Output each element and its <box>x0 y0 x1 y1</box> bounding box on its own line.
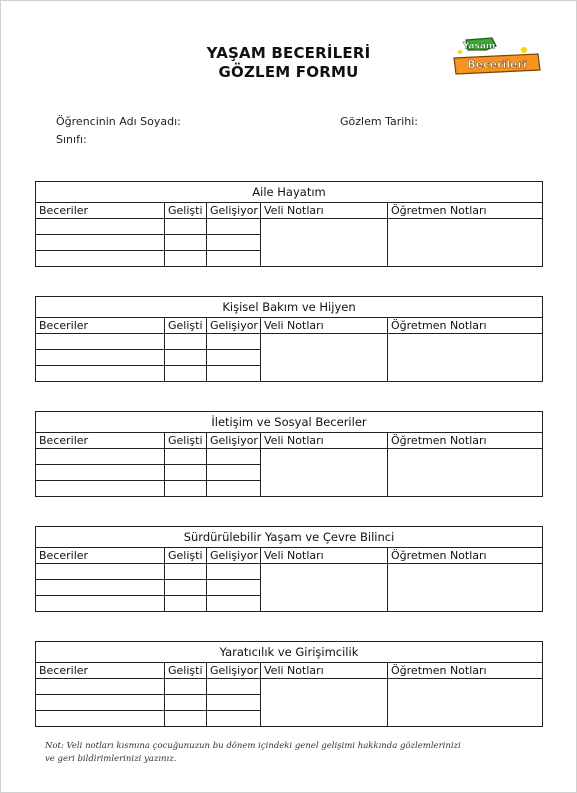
col-teacher-notes: Öğretmen Notları <box>388 203 543 219</box>
parent-notes-cell[interactable] <box>261 219 388 267</box>
section-title: Aile Hayatım <box>36 182 543 203</box>
skill-cell[interactable] <box>36 449 165 465</box>
developed-cell[interactable] <box>165 219 207 235</box>
parent-notes-cell[interactable] <box>261 334 388 382</box>
student-name-label: Öğrencinin Adı Soyadı: <box>56 115 181 128</box>
skills-table <box>35 181 543 267</box>
class-label: Sınıfı: <box>56 133 87 146</box>
title-line-1: YAŞAM BECERİLERİ <box>206 44 371 62</box>
section-title: Yaratıcılık ve Girişimcilik <box>36 642 543 663</box>
developing-cell[interactable] <box>207 251 261 267</box>
developing-cell[interactable] <box>207 711 261 727</box>
logo-text-top: Yaşam <box>462 41 496 52</box>
skill-cell[interactable] <box>36 695 165 711</box>
col-teacher-notes: Öğretmen Notları <box>388 433 543 449</box>
developed-cell[interactable] <box>165 235 207 251</box>
col-developed: Gelişti <box>165 203 207 219</box>
skill-cell[interactable] <box>36 596 165 612</box>
developing-cell[interactable] <box>207 580 261 596</box>
developed-cell[interactable] <box>165 564 207 580</box>
developed-cell[interactable] <box>165 580 207 596</box>
developed-cell[interactable] <box>165 465 207 481</box>
skills-table <box>35 526 543 612</box>
col-parent-notes: Veli Notları <box>261 663 388 679</box>
col-developed: Gelişti <box>165 548 207 564</box>
col-developing: Gelişiyor <box>207 433 261 449</box>
skill-cell[interactable] <box>36 251 165 267</box>
teacher-notes-cell[interactable] <box>388 334 543 382</box>
skill-cell[interactable] <box>36 481 165 497</box>
developing-cell[interactable] <box>207 481 261 497</box>
section-title: İletişim ve Sosyal Beceriler <box>36 412 543 433</box>
col-teacher-notes: Öğretmen Notları <box>388 663 543 679</box>
col-teacher-notes: Öğretmen Notları <box>388 318 543 334</box>
developed-cell[interactable] <box>165 711 207 727</box>
skill-cell[interactable] <box>36 350 165 366</box>
developing-cell[interactable] <box>207 695 261 711</box>
col-parent-notes: Veli Notları <box>261 203 388 219</box>
col-skills: Beceriler <box>36 318 165 334</box>
developing-cell[interactable] <box>207 449 261 465</box>
col-skills: Beceriler <box>36 548 165 564</box>
col-developed: Gelişti <box>165 318 207 334</box>
developed-cell[interactable] <box>165 334 207 350</box>
developed-cell[interactable] <box>165 350 207 366</box>
teacher-notes-cell[interactable] <box>388 679 543 727</box>
parent-notes-cell[interactable] <box>261 564 388 612</box>
footer-note: Not: Veli notları kısmına çocuğunuzun bu dönem içindeki genel gelişimi hakkında gözlemlerinizi ve geri bildirimlerinizi yazınız. <box>45 741 461 764</box>
section-family-life <box>35 181 542 267</box>
developing-cell[interactable] <box>207 596 261 612</box>
skill-cell[interactable] <box>36 219 165 235</box>
col-parent-notes: Veli Notları <box>261 318 388 334</box>
parent-notes-cell[interactable] <box>261 449 388 497</box>
developing-cell[interactable] <box>207 564 261 580</box>
section-title: Kişisel Bakım ve Hijyen <box>36 297 543 318</box>
parent-notes-cell[interactable] <box>261 679 388 727</box>
col-developing: Gelişiyor <box>207 663 261 679</box>
section-personal-care <box>35 296 542 382</box>
logo-text-bottom: Becerileri <box>467 58 527 71</box>
skills-table <box>35 641 543 727</box>
section-communication <box>35 411 542 497</box>
section-sustainable-living <box>35 526 542 612</box>
developing-cell[interactable] <box>207 465 261 481</box>
skill-cell[interactable] <box>36 235 165 251</box>
skills-table <box>35 296 543 382</box>
skill-cell[interactable] <box>36 711 165 727</box>
skills-table <box>35 411 543 497</box>
col-developed: Gelişti <box>165 663 207 679</box>
developing-cell[interactable] <box>207 679 261 695</box>
skill-cell[interactable] <box>36 580 165 596</box>
section-title: Sürdürülebilir Yaşam ve Çevre Bilinci <box>36 527 543 548</box>
developed-cell[interactable] <box>165 366 207 382</box>
col-parent-notes: Veli Notları <box>261 548 388 564</box>
developed-cell[interactable] <box>165 596 207 612</box>
developed-cell[interactable] <box>165 481 207 497</box>
yasam-becerileri-logo <box>452 36 542 78</box>
developing-cell[interactable] <box>207 219 261 235</box>
title-line-2: GÖZLEM FORMU <box>218 63 359 81</box>
skill-cell[interactable] <box>36 679 165 695</box>
col-skills: Beceriler <box>36 663 165 679</box>
col-skills: Beceriler <box>36 433 165 449</box>
developing-cell[interactable] <box>207 235 261 251</box>
developing-cell[interactable] <box>207 366 261 382</box>
teacher-notes-cell[interactable] <box>388 449 543 497</box>
developed-cell[interactable] <box>165 679 207 695</box>
col-teacher-notes: Öğretmen Notları <box>388 548 543 564</box>
col-parent-notes: Veli Notları <box>261 433 388 449</box>
developing-cell[interactable] <box>207 334 261 350</box>
developed-cell[interactable] <box>165 449 207 465</box>
col-skills: Beceriler <box>36 203 165 219</box>
teacher-notes-cell[interactable] <box>388 219 543 267</box>
developing-cell[interactable] <box>207 350 261 366</box>
developed-cell[interactable] <box>165 695 207 711</box>
skill-cell[interactable] <box>36 366 165 382</box>
skill-cell[interactable] <box>36 334 165 350</box>
observation-date-label: Gözlem Tarihi: <box>340 115 419 128</box>
skill-cell[interactable] <box>36 465 165 481</box>
skill-cell[interactable] <box>36 564 165 580</box>
col-developed: Gelişti <box>165 433 207 449</box>
developed-cell[interactable] <box>165 251 207 267</box>
col-developing: Gelişiyor <box>207 203 261 219</box>
teacher-notes-cell[interactable] <box>388 564 543 612</box>
section-creativity <box>35 641 542 727</box>
col-developing: Gelişiyor <box>207 548 261 564</box>
col-developing: Gelişiyor <box>207 318 261 334</box>
